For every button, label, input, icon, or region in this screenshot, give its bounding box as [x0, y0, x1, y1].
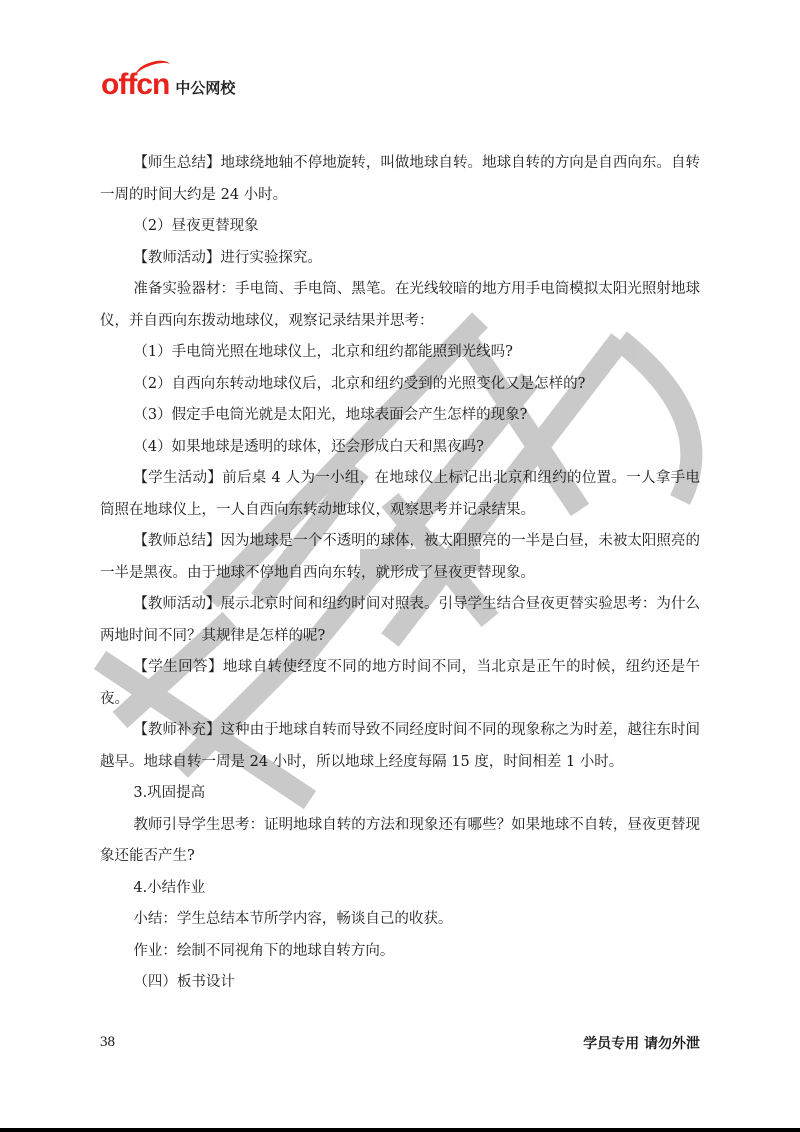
question-4: （4）如果地球是透明的球体，还会形成白天和黑夜吗?	[133, 438, 484, 455]
subheading-day-night: （2）昼夜更替现象	[133, 218, 259, 234]
offcn-logo	[101, 66, 235, 100]
paragraph-teacher-activity-1: 【教师活动】进行实验探究。	[133, 249, 322, 266]
question-1: （1）手电筒光照在地球仪上，北京和纽约都能照到光线吗?	[133, 344, 513, 360]
paragraph-student-answer: 【学生回答】地球自转使经度不同的地方时间不同，当北京是正午的时候，纽约还是午夜。	[100, 659, 700, 707]
bottom-border	[0, 1128, 800, 1132]
paragraph-materials: 准备实验器材：手电筒、手电筒、黑笔。在光线较暗的地方用手电筒模拟太阳光照射地球仪，并自西向东拨动地球仪，观察记录结果并思考：	[100, 281, 700, 329]
paragraph-teacher-activity-2: 【教师活动】展示北京时间和纽约时间对照表。引导学生结合昼夜更替实验思考：为什么两地时间不同？其规律是怎样的呢?	[100, 596, 700, 644]
paragraph-teacher-supplement: 【教师补充】这种由于地球自转而导致不同经度时间不同的现象称之为时差，越往东时间越早。地球自转一周是 24 小时，所以地球上经度每隔 15 度，时间相差 1 小时。	[100, 722, 700, 770]
logo-wordmark: offcn	[101, 70, 169, 100]
paragraph-teacher-student-summary: 【师生总结】地球绕地轴不停地旋转，叫做地球自转。地球自转的方向是自西向东。自转一周的时间大约是 24 小时。	[100, 155, 700, 203]
heading-summary-homework: 4.小结作业	[133, 879, 206, 896]
heading-consolidate: 3.巩固提高	[133, 785, 206, 801]
document-body	[100, 148, 700, 999]
confidential-note: 学员专用 请勿外泄	[583, 1036, 700, 1052]
paragraph-summary: 小结：学生总结本节所学内容，畅谈自己的收获。	[133, 911, 453, 927]
heading-board-design: （四）板书设计	[133, 974, 235, 990]
paragraph-teacher-summary: 【教师总结】因为地球是一个不透明的球体，被太阳照亮的一半是白昼，未被太阳照亮的一半是黑夜。由于地球不停地自西向东转，就形成了昼夜更替现象。	[100, 533, 700, 581]
paragraph-teacher-guidance: 教师引导学生思考：证明地球自转的方法和现象还有哪些？如果地球不自转，昼夜更替现象还能否产生?	[100, 816, 700, 864]
page-number: 38	[100, 1034, 115, 1050]
question-2: （2）自西向东转动地球仪后，北京和纽约受到的光照变化又是怎样的?	[133, 375, 586, 392]
paragraph-student-activity: 【学生活动】前后桌 4 人为一小组，在地球仪上标记出北京和纽约的位置。一人拿手电筒照在地球仪上，一人自西向东转动地球仪，观察思考并记录结果。	[100, 470, 700, 518]
logo-brand-name: 中公网校	[175, 79, 236, 97]
paragraph-homework: 作业：绘制不同视角下的地球自转方向。	[133, 942, 395, 959]
question-3: （3）假定手电筒光就是太阳光，地球表面会产生怎样的现象?	[133, 407, 528, 423]
